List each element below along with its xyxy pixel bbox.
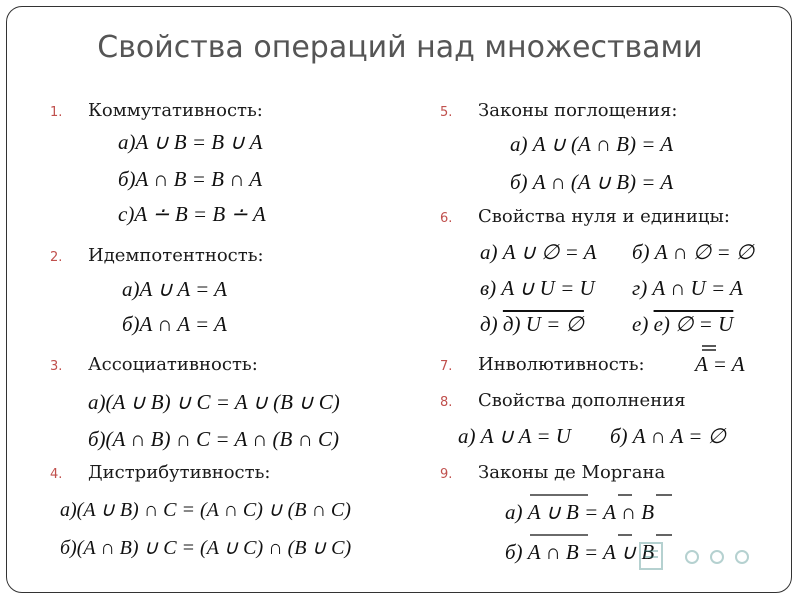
formula: а) A ∪ ∅ = A	[480, 240, 597, 264]
formula: а)A ∪ A = A	[122, 277, 227, 301]
formula: б) A ∩ B = A ∪ B	[505, 540, 655, 564]
item-number: 7.	[440, 359, 453, 374]
double-bar-icon	[700, 344, 718, 354]
overline-icon	[528, 492, 678, 502]
formula-body: д) U = ∅	[502, 312, 584, 336]
item-distributivity	[50, 462, 270, 483]
formula: а) A ∪ A = U	[458, 424, 571, 448]
page-title: Свойства операций над множествами	[97, 30, 703, 65]
item-complement	[440, 390, 686, 411]
formula: A = A	[695, 352, 745, 376]
item-number: 2.	[50, 250, 63, 265]
item-absorption	[440, 100, 677, 121]
formula: б) A ∩ A = ∅	[610, 424, 726, 448]
item-commutativity	[50, 100, 263, 121]
formula: а)(A ∪ B) ∪ C = A ∪ (B ∪ C)	[88, 390, 340, 414]
formula-prefix: е)	[632, 312, 654, 336]
item-idempotence	[50, 245, 264, 266]
item-number: 1.	[50, 105, 63, 120]
item-label: Инволютивность:	[478, 354, 645, 375]
item-involution	[440, 354, 645, 375]
item-number: 6.	[440, 211, 453, 226]
formula: б) A ∩ ∅ = ∅	[632, 240, 755, 264]
formula: б) A ∩ (A ∪ B) = A	[510, 170, 674, 194]
item-label: Дистрибутивность:	[88, 462, 271, 483]
formula: б)(A ∩ B) ∩ C = A ∩ (B ∩ C)	[88, 427, 340, 451]
item-number: 5.	[440, 105, 453, 120]
item-label: Ассоциативность:	[88, 354, 258, 375]
formula: с)A ∸ B = B ∸ A	[118, 202, 266, 226]
item-associativity	[50, 354, 258, 375]
formula: в) A ∪ U = U	[480, 276, 595, 300]
formula: б)A ∩ A = A	[122, 312, 227, 336]
item-label: Свойства нуля и единицы:	[478, 206, 730, 227]
item-de-morgan	[440, 462, 665, 483]
formula-complement	[632, 312, 733, 337]
item-label: Коммутативность:	[88, 100, 263, 121]
formula: а) A ∪ B = A ∩ B	[505, 500, 655, 524]
formula: б)(A ∩ B) ∪ C = (A ∪ C) ∩ (B ∪ C)	[60, 537, 352, 559]
formula-complement	[480, 312, 584, 337]
formula: а)(A ∪ B) ∩ C = (A ∩ C) ∪ (B ∩ C)	[60, 499, 351, 521]
formula: а) A ∪ (A ∩ B) = A	[510, 132, 674, 156]
formula: а)A ∪ B = B ∪ A	[118, 130, 263, 154]
item-number: 3.	[50, 359, 63, 374]
watermark-logo-icon	[632, 536, 772, 578]
item-label: Законы поглощения:	[478, 100, 678, 121]
formula-prefix: д)	[480, 312, 503, 336]
item-label: Законы де Моргана	[478, 462, 666, 483]
formula-body: е) ∅ = U	[653, 312, 734, 336]
item-zero-one	[440, 206, 730, 227]
item-number: 9.	[440, 467, 453, 482]
item-label: Идемпотентность:	[88, 245, 264, 266]
item-label: Свойства дополнения	[478, 390, 686, 411]
formula: г) A ∩ U = A	[632, 276, 743, 300]
item-number: 8.	[440, 395, 453, 410]
item-number: 4.	[50, 467, 63, 482]
formula: б)A ∩ B = B ∩ A	[118, 167, 263, 191]
